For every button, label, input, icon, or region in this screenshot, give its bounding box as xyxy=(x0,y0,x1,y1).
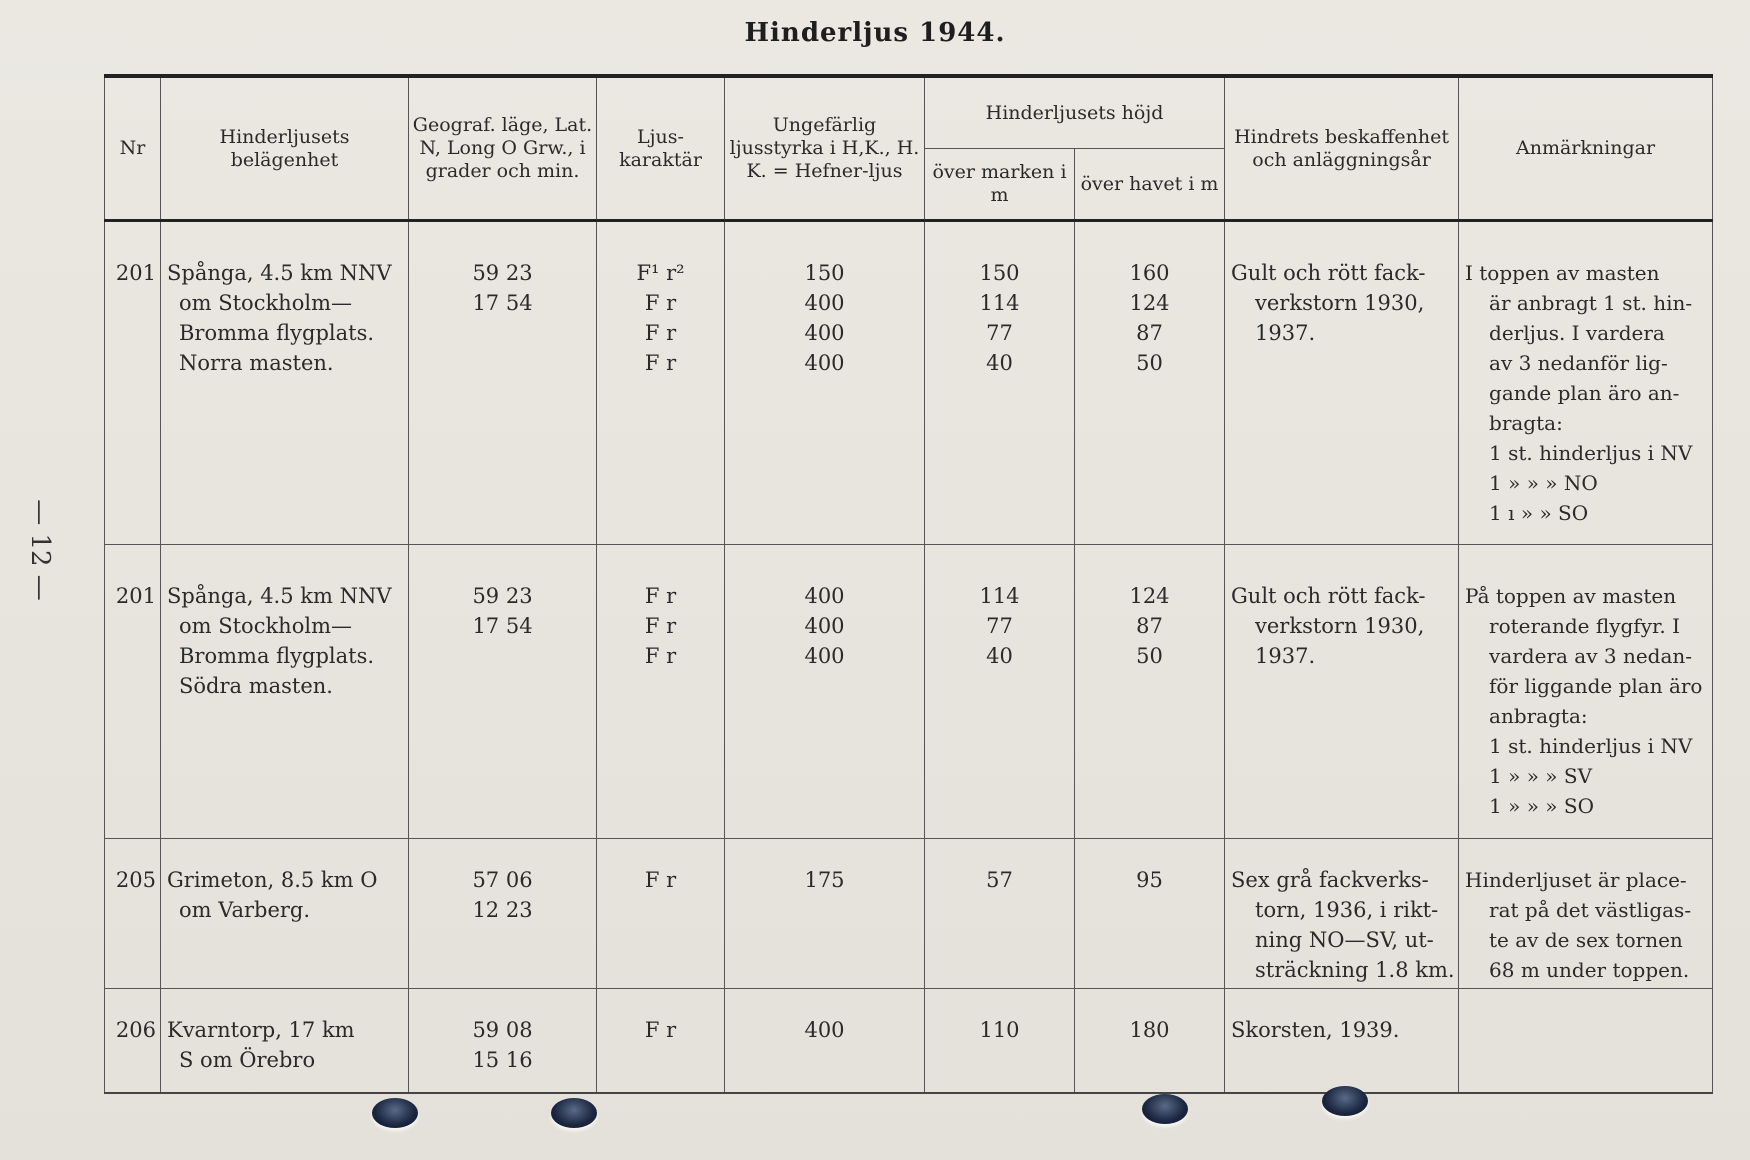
cell-light-strength xyxy=(725,545,925,839)
cell-line: 175 xyxy=(804,868,845,892)
cell-line: 57 xyxy=(986,868,1013,892)
cell-line: Bromma flygplats. xyxy=(179,321,375,345)
cell-line: 59 23 xyxy=(472,584,533,608)
cell-geo xyxy=(409,221,597,545)
cell-light-strength xyxy=(725,989,925,1093)
header-light-character: Ljus-karaktär xyxy=(597,76,725,221)
cell-line: 17 54 xyxy=(472,614,533,638)
cell-line: verkstorn 1930, xyxy=(1255,614,1425,638)
cell-line: 400 xyxy=(804,321,845,345)
cell-nr xyxy=(105,545,161,839)
cell-line: bragta: xyxy=(1489,411,1563,435)
cell-line: S om Örebro xyxy=(179,1048,316,1072)
cell-line: 77 xyxy=(986,321,1013,345)
cell-line: 160 xyxy=(1129,261,1170,285)
cell-line: 1937. xyxy=(1255,644,1316,668)
cell-line: På toppen av masten xyxy=(1465,584,1677,608)
cell-line: 50 xyxy=(1136,351,1163,375)
cell-remarks xyxy=(1459,839,1713,989)
cell-line: om Stockholm— xyxy=(179,291,352,315)
binder-punch-hole-icon xyxy=(372,1098,418,1128)
cell-line: av 3 nedanför lig- xyxy=(1489,351,1668,375)
cell-light-character xyxy=(597,545,725,839)
cell-line: 40 xyxy=(986,644,1013,668)
cell-line: F r xyxy=(644,868,677,892)
cell-location xyxy=(161,839,409,989)
cell-line: 124 xyxy=(1129,291,1170,315)
cell-line: 1 » » » SV xyxy=(1489,764,1593,788)
cell-line: Skorsten, 1939. xyxy=(1231,1018,1400,1042)
cell-line: roterande flygfyr. I xyxy=(1489,614,1680,638)
binder-punch-hole-icon xyxy=(551,1098,597,1128)
cell-line: F r xyxy=(644,614,677,638)
cell-obstacle xyxy=(1225,221,1459,545)
cell-line: Grimeton, 8.5 km O xyxy=(167,868,378,892)
cell-line: 95 xyxy=(1136,868,1163,892)
cell-obstacle xyxy=(1225,545,1459,839)
cell-line: 400 xyxy=(804,1018,845,1042)
cell-line: vardera av 3 nedan- xyxy=(1489,644,1693,668)
cell-line: 40 xyxy=(986,351,1013,375)
cell-line: 1 ı » » SO xyxy=(1489,501,1589,525)
cell-line: 1 » » » NO xyxy=(1489,471,1598,495)
header-geo: Geograf. läge, Lat. N, Long O Grw., i grader och min. xyxy=(409,76,597,221)
cell-line: F r xyxy=(644,1018,677,1042)
cell-line: om Varberg. xyxy=(179,898,311,922)
cell-line: 12 23 xyxy=(472,898,533,922)
cell-light-character xyxy=(597,989,725,1093)
cell-line: 1 st. hinderljus i NV xyxy=(1489,441,1693,465)
cell-line: 15 16 xyxy=(472,1048,533,1072)
header-light-strength: Ungefärlig ljusstyrka i H,K., H. K. = Hefner-ljus xyxy=(725,76,925,221)
cell-line: F r xyxy=(644,291,677,315)
cell-height-sea xyxy=(1075,545,1225,839)
cell-line: Södra masten. xyxy=(179,674,333,698)
cell-line: derljus. I vardera xyxy=(1489,321,1665,345)
binder-punch-hole-icon xyxy=(1142,1094,1188,1124)
cell-line: om Stockholm— xyxy=(179,614,352,638)
cell-line: 180 xyxy=(1129,1018,1170,1042)
cell-line: F r xyxy=(644,351,677,375)
table-row xyxy=(105,221,1713,545)
cell-line: Hinderljuset är place- xyxy=(1465,868,1687,892)
cell-line: för liggande plan äro xyxy=(1489,674,1703,698)
cell-nr xyxy=(105,839,161,989)
header-remarks: Anmärkningar xyxy=(1459,76,1713,221)
cell-line: 57 06 xyxy=(472,868,533,892)
cell-line: 114 xyxy=(979,584,1020,608)
cell-line: 68 m under toppen. xyxy=(1489,958,1690,982)
cell-line: torn, 1936, i rikt- xyxy=(1255,898,1439,922)
obstacle-lights-table xyxy=(104,74,1713,1094)
cell-line: 17 54 xyxy=(472,291,533,315)
cell-geo xyxy=(409,989,597,1093)
binder-punch-hole-icon xyxy=(1322,1086,1368,1116)
page-title: Hinderljus 1944. xyxy=(744,18,1006,48)
cell-light-strength xyxy=(725,839,925,989)
side-page-number-text: — 12 — xyxy=(25,499,55,601)
cell-location xyxy=(161,221,409,545)
cell-line: 50 xyxy=(1136,644,1163,668)
header-nr: Nr xyxy=(105,76,161,221)
cell-line: 400 xyxy=(804,644,845,668)
cell-nr xyxy=(105,989,161,1093)
cell-light-character xyxy=(597,839,725,989)
cell-line: 1937. xyxy=(1255,321,1316,345)
cell-line: Sex grå fackverks- xyxy=(1231,868,1429,892)
cell-remarks xyxy=(1459,545,1713,839)
cell-geo xyxy=(409,839,597,989)
header-obstacle: Hindrets beskaffenhet och anläggningsår xyxy=(1225,76,1459,221)
cell-line: 150 xyxy=(804,261,845,285)
header-height-ground: över marken i m xyxy=(925,149,1075,221)
header-height-group: Hinderljusets höjd xyxy=(925,76,1225,149)
cell-line: sträckning 1.8 km. xyxy=(1255,958,1455,982)
cell-light-strength xyxy=(725,221,925,545)
side-page-number xyxy=(18,470,62,630)
header-height-sea: över havet i m xyxy=(1075,149,1225,221)
cell-line: F r xyxy=(644,644,677,668)
cell-text: 205 xyxy=(115,868,156,892)
cell-height-sea xyxy=(1075,839,1225,989)
cell-line: I toppen av masten xyxy=(1465,261,1660,285)
table-row xyxy=(105,989,1713,1093)
cell-line: 114 xyxy=(979,291,1020,315)
header-location: Hinderljusets belägenhet xyxy=(161,76,409,221)
cell-line: Gult och rött fack- xyxy=(1231,584,1426,608)
cell-line: 400 xyxy=(804,584,845,608)
cell-location xyxy=(161,989,409,1093)
cell-line: är anbragt 1 st. hin- xyxy=(1489,291,1693,315)
cell-line: 110 xyxy=(979,1018,1020,1042)
cell-location xyxy=(161,545,409,839)
cell-light-character xyxy=(597,221,725,545)
cell-text: 206 xyxy=(115,1018,156,1042)
cell-line: Spånga, 4.5 km NNV xyxy=(167,261,392,285)
cell-line: 87 xyxy=(1136,321,1163,345)
cell-height-ground xyxy=(925,839,1075,989)
cell-line: Kvarntorp, 17 km xyxy=(167,1018,355,1042)
table-body xyxy=(105,221,1713,1093)
cell-obstacle xyxy=(1225,989,1459,1093)
cell-line: te av de sex tornen xyxy=(1489,928,1683,952)
cell-geo xyxy=(409,545,597,839)
cell-line: 150 xyxy=(979,261,1020,285)
cell-line: Norra masten. xyxy=(179,351,334,375)
cell-line: 400 xyxy=(804,614,845,638)
cell-height-ground xyxy=(925,989,1075,1093)
cell-line: F¹ r² xyxy=(636,261,685,285)
cell-line: Spånga, 4.5 km NNV xyxy=(167,584,392,608)
cell-line: F r xyxy=(644,584,677,608)
cell-line: ning NO—SV, ut- xyxy=(1255,928,1434,952)
cell-height-ground xyxy=(925,221,1075,545)
cell-text: 201 xyxy=(115,261,156,285)
cell-line: 77 xyxy=(986,614,1013,638)
cell-line: 87 xyxy=(1136,614,1163,638)
cell-line: 124 xyxy=(1129,584,1170,608)
table-row xyxy=(105,839,1713,989)
cell-height-sea xyxy=(1075,989,1225,1093)
cell-line: 1 » » » SO xyxy=(1489,794,1594,818)
cell-line: rat på det västligas- xyxy=(1489,898,1692,922)
table-row xyxy=(105,545,1713,839)
cell-text: 201 xyxy=(115,584,156,608)
cell-line: 1 st. hinderljus i NV xyxy=(1489,734,1693,758)
cell-line: verkstorn 1930, xyxy=(1255,291,1425,315)
cell-line: anbragta: xyxy=(1489,704,1588,728)
cell-nr xyxy=(105,221,161,545)
cell-line: F r xyxy=(644,321,677,345)
cell-line: Bromma flygplats. xyxy=(179,644,375,668)
cell-line: 400 xyxy=(804,351,845,375)
cell-line: 400 xyxy=(804,291,845,315)
cell-line: 59 23 xyxy=(472,261,533,285)
cell-line: Gult och rött fack- xyxy=(1231,261,1426,285)
cell-line: gande plan äro an- xyxy=(1489,381,1680,405)
cell-height-sea xyxy=(1075,221,1225,545)
cell-height-ground xyxy=(925,545,1075,839)
cell-obstacle xyxy=(1225,839,1459,989)
cell-line: 59 08 xyxy=(472,1018,533,1042)
cell-remarks xyxy=(1459,989,1713,1093)
cell-remarks xyxy=(1459,221,1713,545)
